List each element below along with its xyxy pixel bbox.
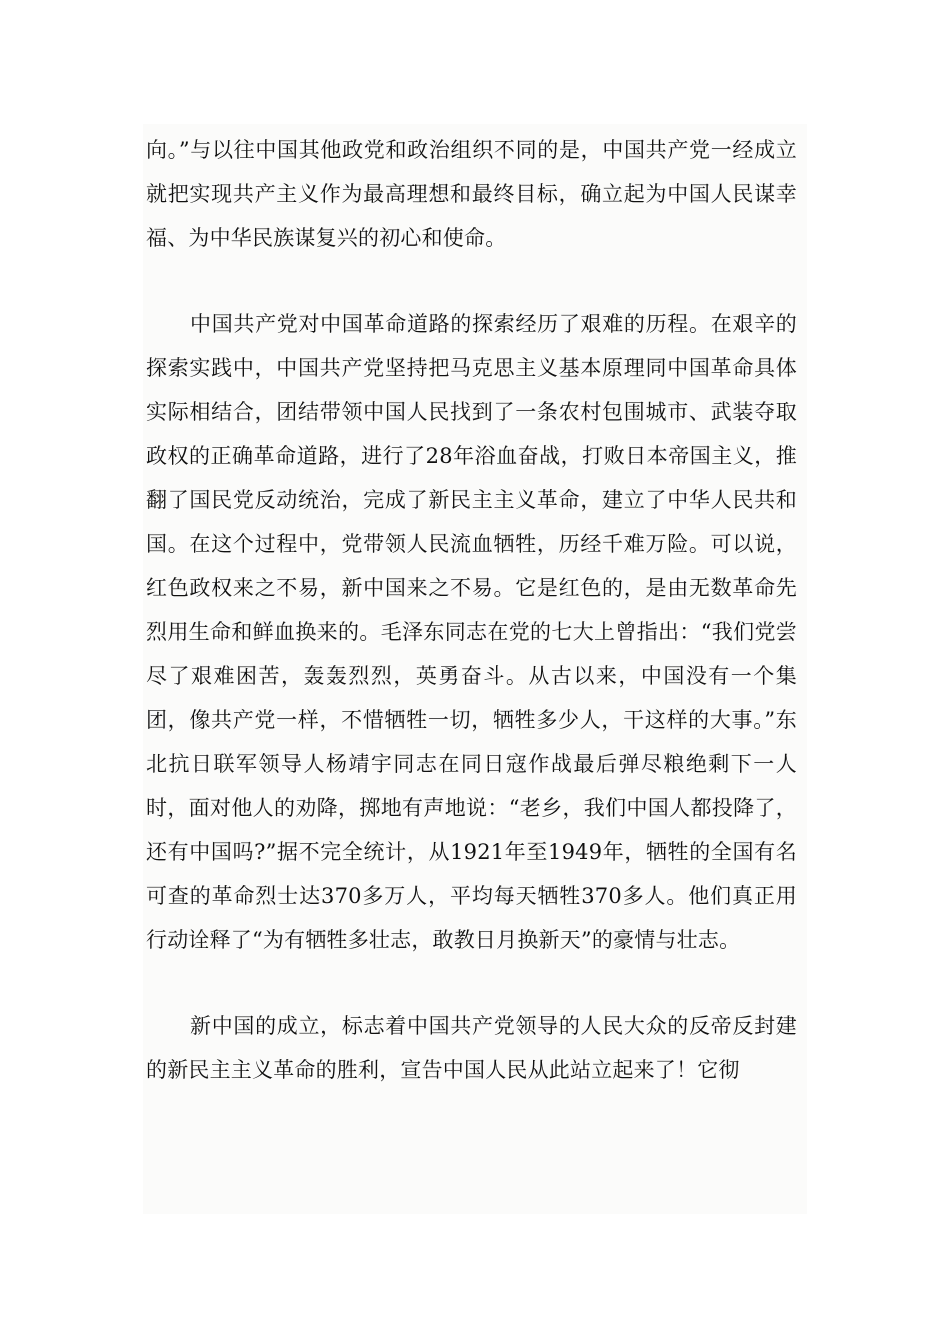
paragraph-spacer <box>143 260 807 302</box>
paragraph-3: 新中国的成立，标志着中国共产党领导的人民大众的反帝反封建的新民主主义革命的胜利，宣告中国人民从此站立起来了！它彻 <box>146 1014 797 1082</box>
paragraph-spacer <box>143 962 807 1004</box>
paragraph-2: 中国共产党对中国革命道路的探索经历了艰难的历程。在艰辛的探索实践中，中国共产党坚持把马克思主义基本原理同中国革命具体实际相结合，团结带领中国人民找到了一条农村包围城市、武装夺取政权的正确革命道路，进行了28年浴血奋战，打败日本帝国主义，推翻了国民党反动统治，完成了新民主主义革命，建立了中华人民共和国。在这个过程中，党带领人民流血牺牲，历经千难万险。可以说，红色政权来之不易，新中国来之不易。它是红色的，是由无数革命先烈用生命和鲜血换来的。毛泽东同志在党的七大上曾指出：“我们党尝尽了艰难困苦，轰轰烈烈，英勇奋斗。从古以来，中国没有一个集团，像共产党一样，不惜牺牲一切，牺牲多少人，干这样的大事。”东北抗日联军领导人杨靖宇同志在同日寇作战最后弹尽粮绝剩下一人时，面对他人的劝降，掷地有声地说：“老乡，我们中国人都投降了，还有中国吗?”据不完全统计，从1921年至1949年，牺牲的全国有名可查的革命烈士达370多万人，平均每天牺牲370多人。他们真正用行动诠释了“为有牺牲多壮志，敢教日月换新天”的豪情与壮志。 <box>146 312 797 952</box>
text-block <box>143 124 807 1214</box>
paragraph-1: 向。”与以往中国其他政党和政治组织不同的是，中国共产党一经成立就把实现共产主义作为最高理想和最终目标，确立起为中国人民谋幸福、为中华民族谋复兴的初心和使命。 <box>146 138 797 250</box>
